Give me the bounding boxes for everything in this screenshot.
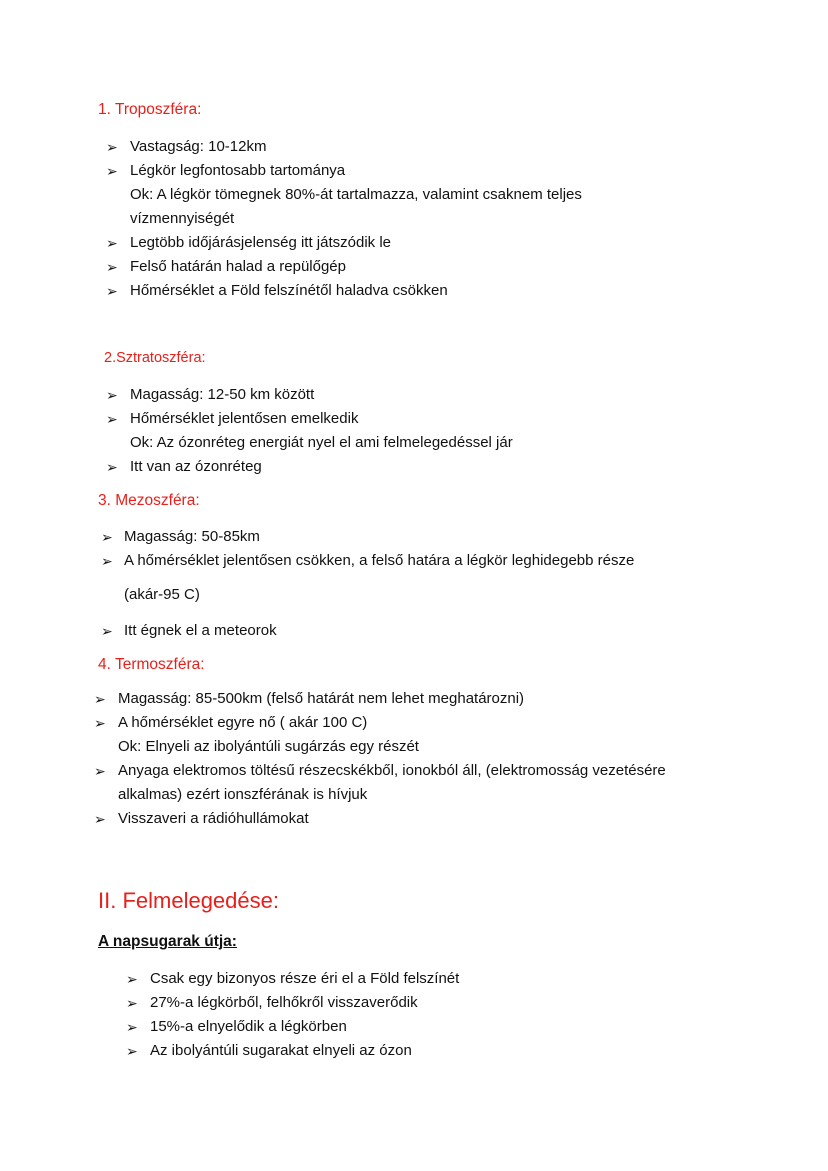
list-item: Hőmérséklet jelentősen emelkedik — [130, 410, 359, 427]
list-item: Itt égnek el a meteorok — [124, 622, 277, 639]
bullet-arrow-icon: ➢ — [106, 235, 118, 251]
bullet-arrow-icon: ➢ — [106, 411, 118, 427]
list-item-continuation: (akár-95 C) — [124, 586, 200, 603]
section-title-mesosphere: 3. Mezoszféra: — [98, 492, 200, 509]
bullet-arrow-icon: ➢ — [101, 553, 113, 569]
subsection-title-sun-rays: A napsugarak útja: — [98, 933, 237, 950]
list-item: Visszaveri a rádióhullámokat — [118, 810, 309, 827]
bullet-arrow-icon: ➢ — [106, 283, 118, 299]
list-item: Magasság: 85-500km (felső határát nem lehet meghatározni) — [118, 690, 525, 707]
bullet-arrow-icon: ➢ — [126, 971, 138, 987]
bullet-arrow-icon: ➢ — [94, 691, 106, 707]
part-title-warming: II. Felmelegedése: — [98, 888, 279, 913]
list-item: Az ibolyántúli sugarakat elnyeli az ózon — [150, 1042, 412, 1059]
bullet-arrow-icon: ➢ — [94, 811, 106, 827]
list-item: Legtöbb időjárásjelenség itt játszódik le — [130, 234, 391, 251]
section-title-thermosphere: 4. Termoszféra: — [98, 656, 205, 673]
list-item: Felső határán halad a repülőgép — [130, 258, 346, 275]
list-item-continuation: Ok: Az ózonréteg energiát nyel el ami felmelegedéssel jár — [130, 434, 513, 451]
section-title-stratosphere: 2.Sztratoszféra: — [104, 350, 206, 366]
list-item: Légkör legfontosabb tartománya — [130, 162, 346, 179]
bullet-arrow-icon: ➢ — [126, 995, 138, 1011]
bullet-arrow-icon: ➢ — [126, 1043, 138, 1059]
bullet-arrow-icon: ➢ — [106, 387, 118, 403]
list-item-continuation: alkalmas) ezért ionszférának is hívjuk — [118, 786, 368, 803]
list-item: Magasság: 12-50 km között — [130, 386, 315, 403]
list-item-continuation: Ok: A légkör tömegnek 80%-át tartalmazza, valamint csaknem teljes — [130, 186, 582, 203]
bullet-arrow-icon: ➢ — [101, 623, 113, 639]
bullet-arrow-icon: ➢ — [106, 459, 118, 475]
bullet-arrow-icon: ➢ — [101, 529, 113, 545]
list-item: Vastagság: 10-12km — [130, 138, 267, 155]
list-item-continuation: Ok: Elnyeli az ibolyántúli sugárzás egy részét — [118, 738, 419, 755]
bullet-arrow-icon: ➢ — [94, 763, 106, 779]
list-item: 15%-a elnyelődik a légkörben — [150, 1018, 347, 1035]
bullet-arrow-icon: ➢ — [106, 259, 118, 275]
bullet-arrow-icon: ➢ — [106, 139, 118, 155]
list-item: A hőmérséklet egyre nő ( akár 100 C) — [118, 714, 368, 731]
list-item: Anyaga elektromos töltésű részecskékből, ionokból áll, (elektromosság vezetésére — [118, 762, 666, 779]
list-item: Csak egy bizonyos része éri el a Föld felszínét — [150, 970, 460, 987]
section-title-troposphere: 1. Troposzféra: — [98, 101, 202, 118]
bullet-arrow-icon: ➢ — [94, 715, 106, 731]
list-item-continuation: vízmennyiségét — [130, 210, 235, 227]
bullet-arrow-icon: ➢ — [106, 163, 118, 179]
bullet-arrow-icon: ➢ — [126, 1019, 138, 1035]
list-item: Hőmérséklet a Föld felszínétől haladva csökken — [130, 282, 448, 299]
list-item: 27%-a légkörből, felhőkről visszaverődik — [150, 994, 418, 1011]
list-item: Itt van az ózonréteg — [130, 458, 262, 475]
list-item: Magasság: 50-85km — [124, 528, 260, 545]
list-item: A hőmérséklet jelentősen csökken, a felső határa a légkör leghidegebb része — [124, 552, 635, 569]
